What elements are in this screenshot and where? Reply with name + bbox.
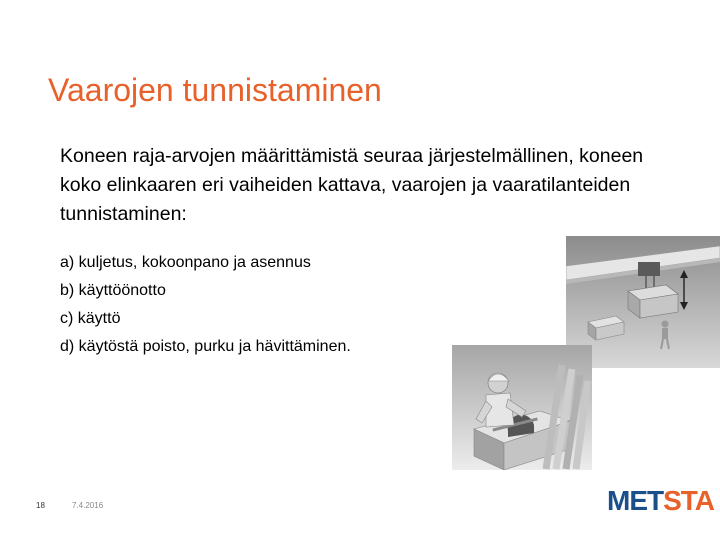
list-item: a) kuljetus, kokoonpano ja asennus: [60, 254, 311, 271]
metsta-logo: [607, 485, 714, 517]
lifecycle-list: [60, 249, 351, 361]
logo-text-part2: STA: [663, 485, 715, 516]
worker-at-saw-illustration: [452, 345, 592, 470]
page-number: 18: [36, 501, 45, 510]
intro-paragraph: Koneen raja-arvojen määrittämistä seuraa järjestelmällinen, koneen koko elinkaaren eri vaiheiden kattava, vaarojen ja vaaratilanteiden tunnistaminen:: [60, 145, 644, 225]
list-item: b) käyttöönotto: [60, 282, 166, 299]
footer-date: 7.4.2016: [72, 501, 104, 510]
list-item: d) käytöstä poisto, purku ja hävittäminen.: [60, 338, 351, 355]
logo-text-part1: MET: [607, 485, 664, 516]
list-item: c) käyttö: [60, 310, 121, 327]
slide-title: Vaarojen tunnistaminen: [48, 72, 382, 108]
